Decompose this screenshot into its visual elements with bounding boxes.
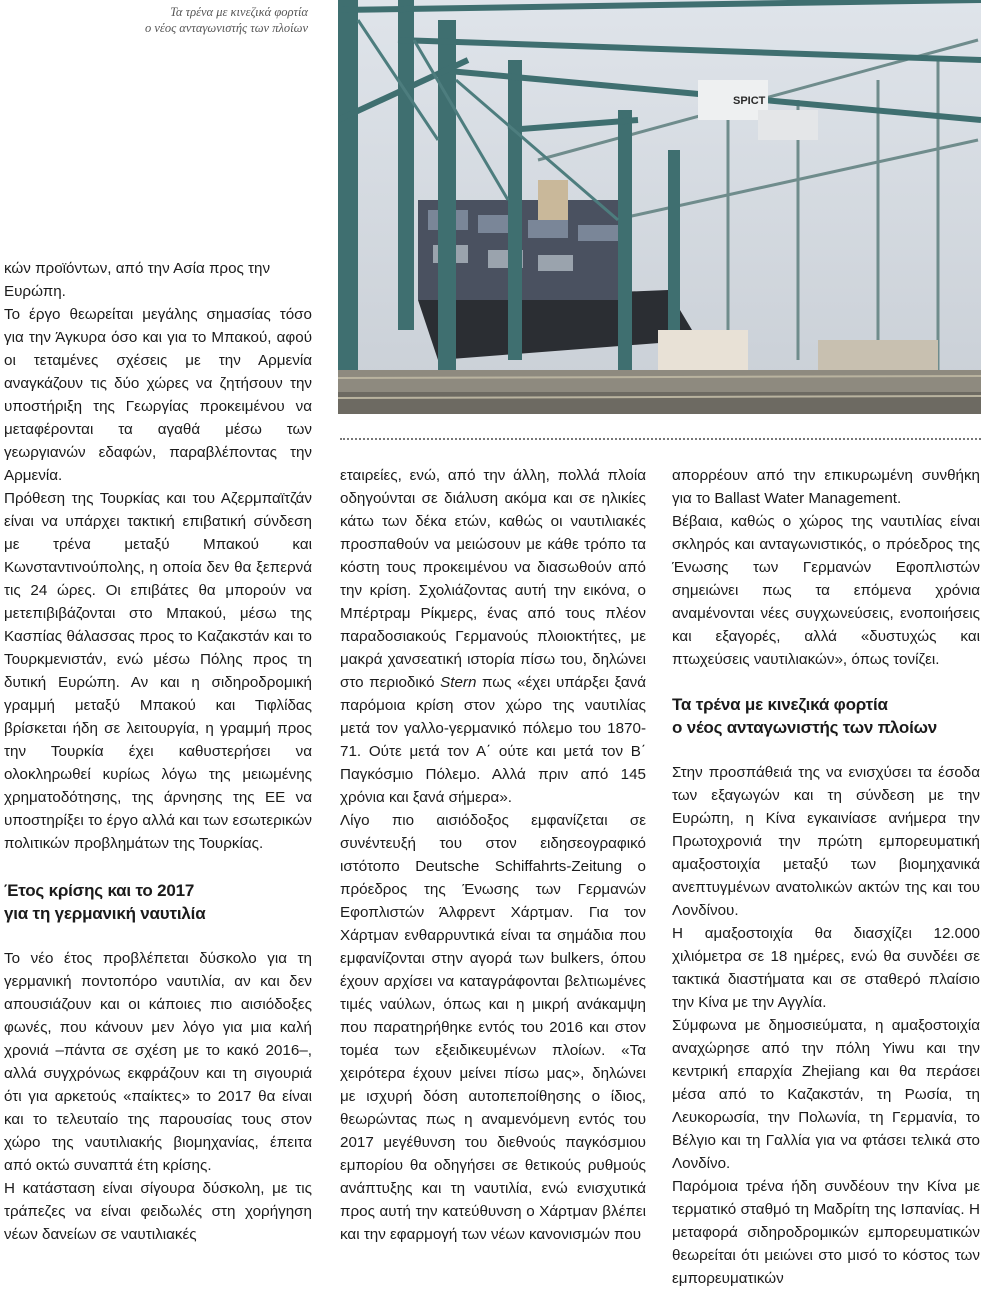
col1-subheading-line1: Έτος κρίσης και το 2017 [4,881,195,900]
col2-paragraph-1-a: εταιρείες, ενώ, από την άλλη, πολλά πλοία οδηγούνται σε διάλυση ακόμα και σε ηλικίες κάτω των δέκα ετών, καθώς οι ναυτιλιακές προσπαθούν να μειώσουν με κάθε τρόπο τα κόστη τους προκειμένου να διασωθούν από την κρίση. Σχολιάζοντας αυτή την εικόνα, ο Μπέρτραμ Ρίκμερς, ένας από τους πλέον παραδοσιακούς Γερμανούς πλοιοκτήτες, με μακρά χανσεατική ιστορία πίσω του, δηλώνει στο περιοδικό [340,467,646,691]
crane-label: SPICT [733,95,766,107]
col1-paragraph-1: κών προϊόντων, από την Ασία προς την Ευρώπη. [4,260,271,300]
col1-paragraph-4: Το νέο έτος προβλέπεται δύσκολο για τη γερμανική ποντοπόρο ναυτιλία, αν και δεν απουσιάζουν και οι κάποιες πιο αισιόδοξες φωνές, που κάνουν μεν λόγο για μια καλή χρονιά –πάντα σε σχέση με το κακό 2016–, αλλά συγχρόνως εκφράζουν και τη σιγουριά ότι για αρκετούς «παίκτες» το 2017 θα είναι και το τελευταίο της παρουσίας τους στον χώρο της ναυτιλιακής βιομηχανίας, έπειτα από οκτώ συναπτά έτη κρίσης. [4,950,312,1174]
col1-paragraph-3: Πρόθεση της Τουρκίας και του Αζερμπαϊτζάν είναι να υπάρχει τακτική επιβατική σύνδεση με τρένα μεταξύ Μπακού και Κωνσταντινούπολης, η οποία δεν θα ξεπερνά τις 24 ώρες. Οι επιβάτες θα μπορούν να μετεπιβιβάζονται στο Μπακού, μέσω της Κασπίας θάλασσας προς το Καζακστάν και το Τουρκμενιστάν, ενώ μέσω Πόλης προς τη δυτική Ευρώπη. Αν και η σιδηροδρομική γραμμή μεταξύ Μπακού και Τιφλίδας βρίσκεται ήδη σε λειτουργία, η γραμμή προς την Τουρκία έχει καθυστερήσει να ολοκληρωθεί κυρίως λόγω της μειωμένης χρηματοδότησης, της άρνησης της ΕΕ να υποστηρίξει το έργο αλλά και των εσωτερικών πολιτικών προβλημάτων της Τουρκίας. [4,490,312,852]
running-head [100,4,308,36]
col3-paragraph-1: απορρέουν από την επικυρωμένη συνθήκη για το Ballast Water Management. [672,467,980,507]
col1-paragraph-2: Το έργο θεωρείται μεγάλης σημασίας τόσο για την Άγκυρα όσο και για το Μπακού, αφού οι τεταμένες σχέσεις με την Αρμενία αναγκάζουν τις δύο χώρες να ζητήσουν την υποστήριξη της Γεωργίας προκειμένου να μεταφέρονται τα αγαθά μέσω των γεωργιανών εδαφών, παραβλέποντας την Αρμενία. [4,306,312,484]
col3-paragraph-3: Στην προσπάθειά της να ενισχύσει τα έσοδα των εξαγωγών και τη σύνδεση με την Ευρώπη, η Κίνα εγκαινίασε ανήμερα την Πρωτοχρονιά την πρώτη εμπορευματική αμαξοστοιχία μεταξύ των βιομηχανικά ανεπτυγμένων ανατολικών ακτών της και του Λονδίνου. [672,764,980,919]
col2-paragraph-1-b: πως «έχει υπάρξει ξανά παρόμοια κρίση στον χώρο της ναυτιλίας μετά τον γαλλο-γερμανικό πόλεμο του 1870-71. Ούτε μετά τον Α΄ ούτε και μετά τον Β΄ Παγκόσμιο Πόλεμο. Αλλά πριν από 145 χρόνια και ξανά σήμερα». [340,674,646,806]
col3-subheading-line2: ο νέος ανταγωνιστής των πλοίων [672,718,938,737]
col3-paragraph-2: Βέβαια, καθώς ο χώρος της ναυτιλίας είναι σκληρός και ανταγωνιστικός, ο πρόεδρος της Ένωσης των Γερμανών Εφοπλιστών σημειώνει πως τα επόμενα χρόνια αναμένονται νέες συγχωνεύσεις, ενοποιήσεις και εξαγορές, αλλά «δυστυχώς και πτωχεύσεις ναυτιλιακών», όπως τονίζει. [672,513,980,668]
col3-paragraph-4: Η αμαξοστοιχία θα διασχίζει 12.000 χιλιόμετρα σε 18 ημέρες, ενώ θα συνδέει σε τακτικά διαστήματα και σε σταθερό πλαίσιο την Κίνα με την Αγγλία. [672,925,980,1011]
column-1 [4,257,312,1246]
photo-divider [340,438,981,440]
running-head-line2: ο νέος ανταγωνιστής των πλοίων [145,21,308,35]
col2-paragraph-1 [340,464,646,809]
col1-subheading [4,879,312,925]
port-photo [338,0,981,414]
col3-paragraph-6: Παρόμοια τρένα ήδη συνδέουν την Κίνα με τερματικό σταθμό τη Μαδρίτη της Ισπανίας. Η μεταφορά σιδηροδρομικών εμπορευματικών θεωρείται ότι μειώνει στο μισό το κόστος των εμπορευματικών [672,1178,980,1287]
col1-subheading-line2: για τη γερμανική ναυτιλία [4,904,206,923]
col3-subheading [672,693,980,739]
running-head-line1: Τα τρένα με κινεζικά φορτία [170,5,308,19]
col3-paragraph-5: Σύμφωνα με δημοσιεύματα, η αμαξοστοιχία αναχώρησε από την πόλη Yiwu και την κεντρική επαρχία Zhejiang και θα περάσει μέσα από το Καζακστάν, τη Ρωσία, τη Λευκορωσία, την Πολωνία, τη Γερμανία, το Βέλγιο και τη Γαλλία για να φτάσει τελικά στο Λονδίνο. [672,1017,980,1172]
column-2 [340,464,646,1246]
column-3 [672,464,980,1290]
col3-subheading-line1: Τα τρένα με κινεζικά φορτία [672,695,888,714]
col1-paragraph-5: Η κατάσταση είναι σίγουρα δύσκολη, με τις τράπεζες να είναι φειδωλές στη χορήγηση νέων δανείων σε ναυτιλιακές [4,1180,312,1243]
col2-paragraph-2: Λίγο πιο αισιόδοξος εμφανίζεται σε συνέντευξή του στον ειδησεογραφικό ιστότοπο Deutsche Schiffahrts-Zeitung ο πρόεδρος της Ένωσης των Γερμανών Εφοπλιστών Άλφρεντ Χάρτμαν. Για τον Χάρτμαν ενθαρρυντικά είναι τα σημάδια που εμφανίζονται στην αγορά των bulkers, όπου έχουν αρχίσει να καταγράφονται βελτιωμένες τιμές ναύλων, όπως και η μικρή ανάκαμψη που παρατηρήθηκε εντός του 2016 και στον τομέα των εξειδικευμένων πλοίων. «Τα χειρότερα έχουν μείνει πίσω μας», δηλώνει με ισχυρή δόση αυτοπεποίθησης ο ίδιος, θεωρώντας πως η αναμενόμενη εντός του 2017 μεγέθυνση του διεθνούς παγκόσμιου εμπορίου θα οδηγήσει σε θετικούς ρυθμούς ανάπτυξης και τη ναυτιλία, ενώ ενισχυτικά προς αυτή την κατεύθυνση ο Χάρτμαν βλέπει και την εφαρμογή των νέων κανονισμών που [340,812,646,1243]
stern-magazine: Stern [440,674,477,691]
